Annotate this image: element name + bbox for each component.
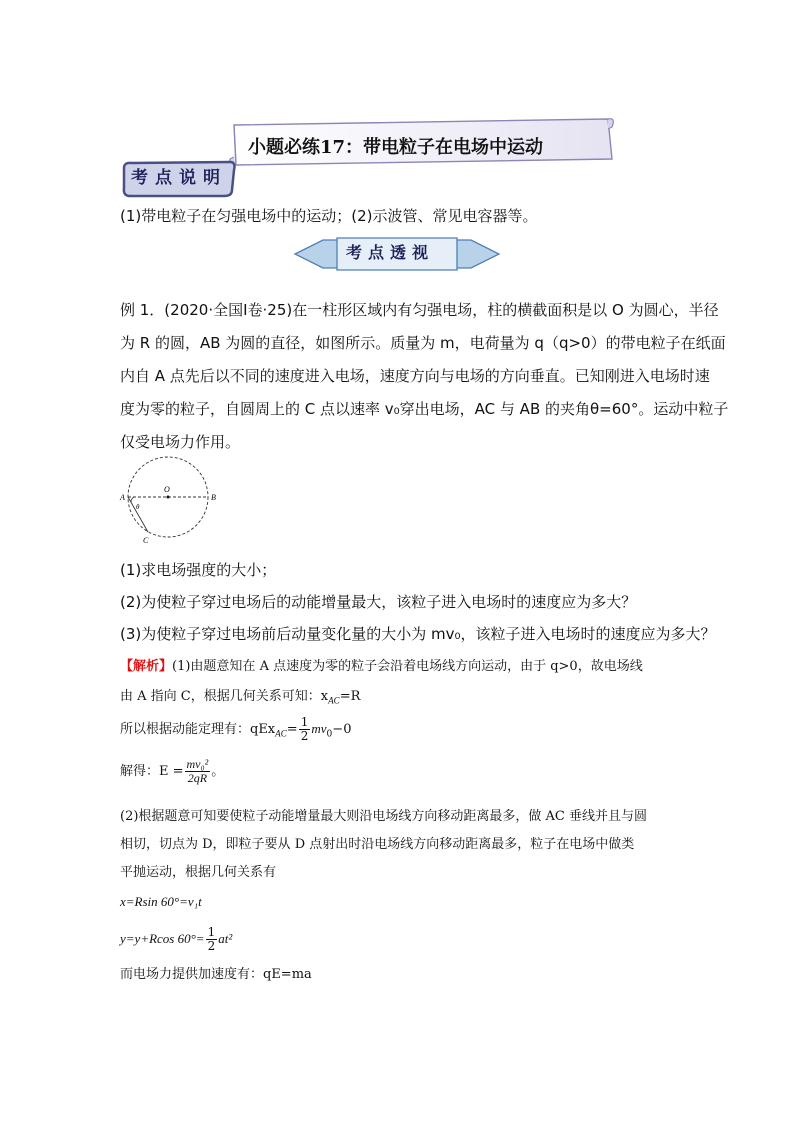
page-title: 小题必练17：带电粒子在电场中运动 xyxy=(248,137,544,158)
label-theta: θ xyxy=(136,503,140,511)
circle-figure xyxy=(112,455,224,555)
example-line-5: 仅受电场力作用。 xyxy=(120,433,241,451)
fraction-e: $\frac{\text{mv₀²}}{2qR}$ xyxy=(186,757,209,785)
analysis-tag: 【解析】 xyxy=(120,659,173,674)
solution-line-3: 所以根据动能定理有：qEx$_{AC}$= $\frac{1}{2}$ $mv_0-0$ xyxy=(120,715,352,743)
example-line-1: 例 1．(2020·全国Ⅰ卷·25)在一柱形区域内有匀强电场，柱的横截面积是以 O 为圆心，半径 xyxy=(120,301,719,319)
solution-line-2: 由 A 指向 C，根据几何关系可知：$x_{AC}=R$ xyxy=(120,689,361,706)
example-line-3: 内自 A 点先后以不同的速度进入电场，速度方向与电场的方向垂直。已知刚进入电场时速 xyxy=(120,367,710,385)
fraction-half-2: $\frac{1}{2}$ xyxy=(207,925,216,953)
equation-y: y=y+Rcos 60°= $\frac{1}{2}$ at² xyxy=(120,925,233,953)
intro-text: (1)带电粒子在匀强电场中的运动；(2)示波管、常见电容器等。 xyxy=(120,207,538,225)
solution-line-7: 平抛运动，根据几何关系有 xyxy=(120,865,277,880)
label-b: B xyxy=(211,493,216,502)
equation-x: x=Rsin 60°=v₁t xyxy=(120,894,202,909)
fraction-half: $\frac{1}{2}$ xyxy=(300,715,309,743)
label-o: O xyxy=(164,485,170,494)
example-line-4: 度为零的粒子，自圆周上的 C 点以速率 v₀穿出电场，AC 与 AB 的夹角θ=60°。运动中粒子 xyxy=(120,400,729,418)
badge-left-label: 考点说明 xyxy=(131,168,227,188)
question-3: (3)为使粒子穿过电场前后动量变化量的大小为 mv₀，该粒子进入电场时的速度应为多大？ xyxy=(120,625,716,643)
solution-line-6: 相切，切点为 D，即粒子要从 D 点射出时沿电场线方向移动距离最多，粒子在电场中做类 xyxy=(120,837,635,852)
question-1: (1)求电场强度的大小； xyxy=(120,561,277,579)
example-line-2: 为 R 的圆，AB 为圆的直径，如图所示。质量为 m，电荷量为 q（q>0）的带电粒子在纸面 xyxy=(120,334,726,352)
solution-line-4: 解得：E = $\frac{\text{mv₀²}}{2qR}$ 。 xyxy=(120,757,225,785)
solution-line-8: 而电场力提供加速度有：qE=ma xyxy=(120,967,312,982)
solution-line-5: (2)根据题意可知要使粒子动能增量最大则沿电场线方向移动距离最多，做 AC 垂线并且与圆 xyxy=(120,809,648,824)
theta-arc xyxy=(131,497,134,502)
label-c: C xyxy=(143,536,149,545)
question-2: (2)为使粒子穿过电场后的动能增量最大，该粒子进入电场时的速度应为多大？ xyxy=(120,593,637,611)
solution-line-1: 【解析】(1)由题意知在 A 点速度为零的粒子会沿着电场线方向运动，由于 q>0，故电场线 xyxy=(120,659,643,674)
center-dot xyxy=(167,496,170,499)
badge-center-label: 考点透视 xyxy=(346,243,435,262)
label-a: A xyxy=(120,493,125,502)
